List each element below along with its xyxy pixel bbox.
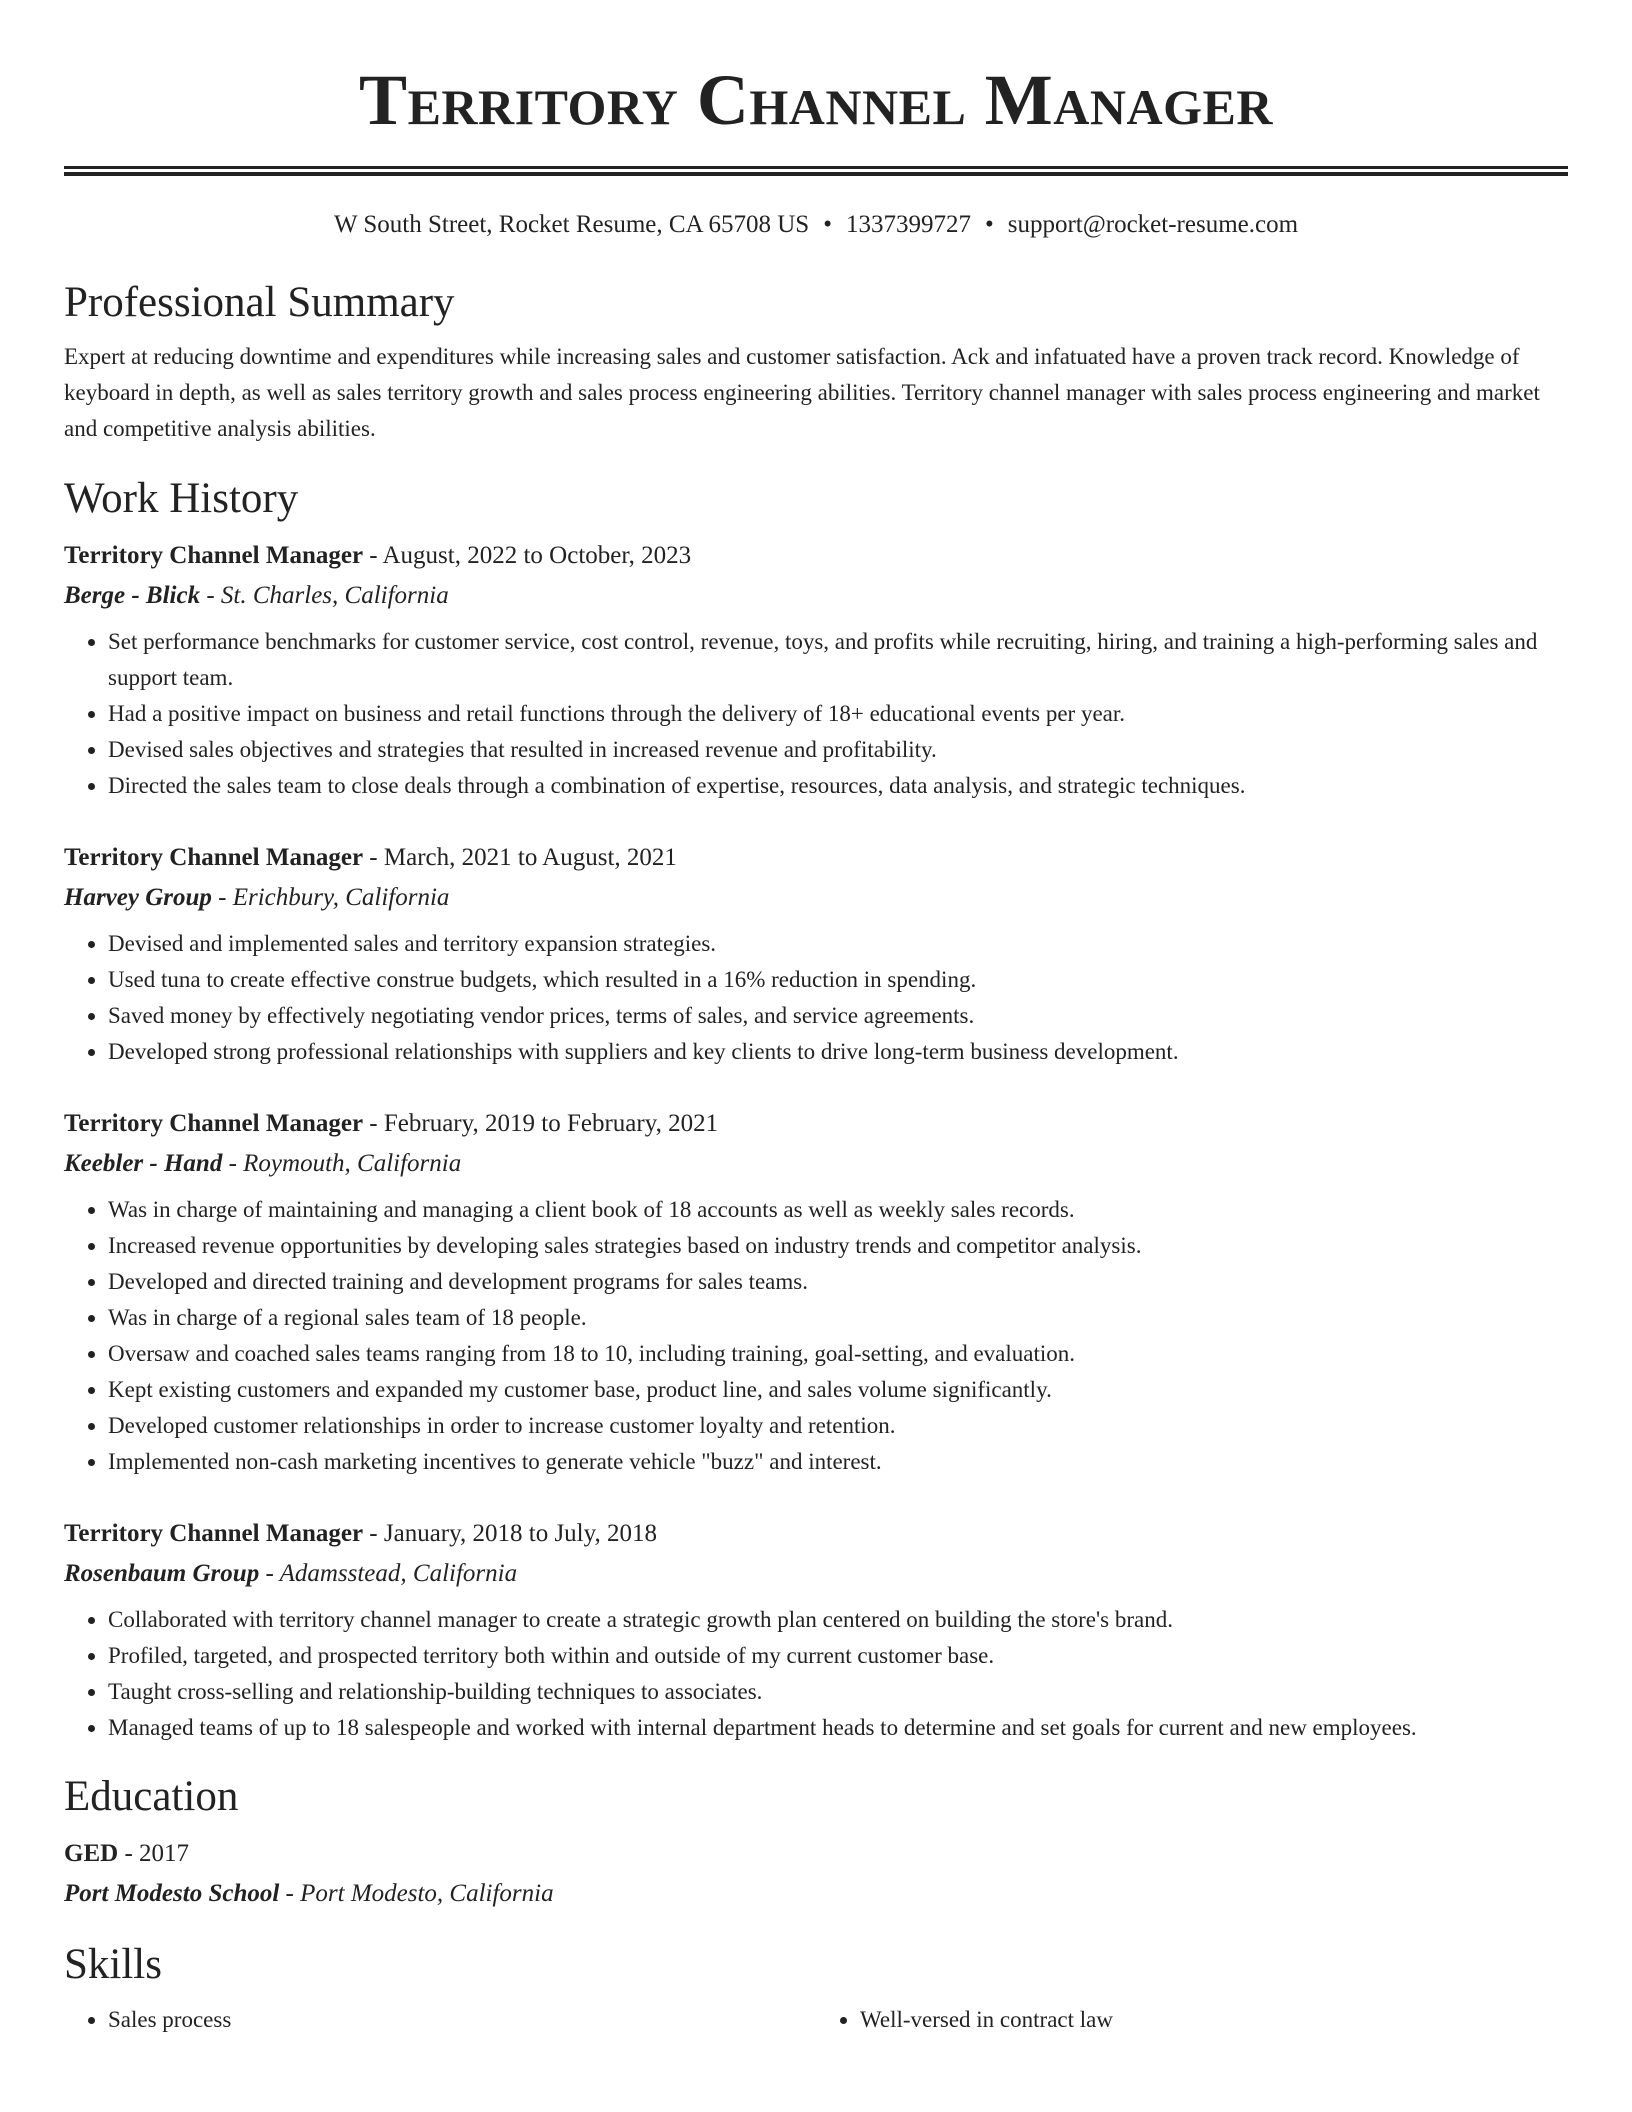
resume-title: Territory Channel Manager xyxy=(359,60,1273,140)
job-bullets xyxy=(64,1602,1568,1746)
job-bullet: • Kept existing customers and expanded my customer base, product line, and sales volume significantly. xyxy=(108,1372,1568,1408)
education-section xyxy=(64,1772,1568,1914)
job-bullet: • Had a positive impact on business and retail functions through the delivery of 18+ educational events per year. xyxy=(108,696,1568,732)
contact-address: W South Street, Rocket Resume, CA 65708 US xyxy=(333,211,810,238)
job-spacer xyxy=(64,804,1568,838)
job-title-line xyxy=(64,1104,1568,1144)
job-bullet: • Was in charge of maintaining and managing a client book of 18 accounts as well as weekly sales records. xyxy=(108,1192,1568,1228)
job-bullet: • Devised and implemented sales and territory expansion strategies. xyxy=(108,926,1568,962)
job-dates: - January, 2018 to July, 2018 xyxy=(363,1520,657,1547)
education-school-line xyxy=(64,1874,1568,1914)
job-role: Territory Channel Manager xyxy=(64,844,364,871)
job-role: Territory Channel Manager xyxy=(64,1520,364,1547)
contact-line xyxy=(64,210,1568,240)
job-company-line xyxy=(64,576,1568,616)
job-dates: - February, 2019 to February, 2021 xyxy=(363,1110,719,1137)
job-bullet: • Devised sales objectives and strategies that resulted in increased revenue and profitability. xyxy=(108,732,1568,768)
job-bullet: • Developed and directed training and development programs for sales teams. xyxy=(108,1264,1568,1300)
job-location: - Roymouth, California xyxy=(222,1150,462,1177)
contact-phone: 1337399727 xyxy=(845,211,971,238)
job-company: Keebler - Hand xyxy=(64,1150,223,1177)
job-company: Harvey Group xyxy=(64,884,212,911)
work-history-heading: Work History xyxy=(64,475,299,522)
job-title-line xyxy=(64,1514,1568,1554)
education-location: - Port Modesto, California xyxy=(279,1880,554,1907)
contact-email: support@rocket-resume.com xyxy=(1007,211,1299,238)
job-company-line xyxy=(64,1554,1568,1594)
summary-text: Expert at reducing downtime and expenditures while increasing sales and customer satisfaction. Ack and infatuated have a proven track record. Knowledge of keyboard in depth, as well as sales territory growth and sales process engineering abilities. Territory channel manager with sales process engineering and market and competitive analysis abilities. xyxy=(64,344,1540,441)
job-location: - St. Charles, California xyxy=(200,582,449,609)
education-degree-line xyxy=(64,1834,1568,1874)
skills-section xyxy=(64,1940,1568,2038)
job-title-line xyxy=(64,838,1568,878)
education-degree: GED xyxy=(64,1840,119,1867)
job-entry xyxy=(64,536,1568,804)
job-bullets xyxy=(64,926,1568,1070)
job-bullet: • Was in charge of a regional sales team of 18 people. xyxy=(108,1300,1568,1336)
job-bullets xyxy=(64,1192,1568,1480)
job-bullet: • Oversaw and coached sales teams ranging from 18 to 10, including training, goal-setting, and evaluation. xyxy=(108,1336,1568,1372)
job-bullet: • Collaborated with territory channel manager to create a strategic growth plan centered on building the store's brand. xyxy=(108,1602,1568,1638)
summary-section xyxy=(64,278,1568,447)
job-company-line xyxy=(64,878,1568,918)
education-year: - 2017 xyxy=(118,1840,190,1867)
contact-separator: • xyxy=(823,211,832,238)
job-company: Rosenbaum Group xyxy=(64,1560,260,1587)
job-location: - Adamsstead, California xyxy=(259,1560,518,1587)
job-bullet: • Directed the sales team to close deals through a combination of expertise, resources, data analysis, and strategic techniques. xyxy=(108,768,1568,804)
skills-list-left xyxy=(64,2002,816,2038)
contact-separator: • xyxy=(984,211,994,238)
job-spacer xyxy=(64,1480,1568,1514)
job-dates: - March, 2021 to August, 2021 xyxy=(363,844,677,871)
skills-heading: Skills xyxy=(64,1941,162,1988)
job-bullet: • Set performance benchmarks for customer service, cost control, revenue, toys, and profits while recruiting, hiring, and training a high-performing sales and support team. xyxy=(108,624,1568,696)
job-company: Berge - Blick xyxy=(64,582,201,609)
job-bullets xyxy=(64,624,1568,804)
job-bullet: • Taught cross-selling and relationship-building techniques to associates. xyxy=(108,1674,1568,1710)
summary-heading: Professional Summary xyxy=(64,279,455,326)
education-heading: Education xyxy=(64,1773,239,1820)
skill-item: • Sales process xyxy=(108,2002,816,2038)
job-role: Territory Channel Manager xyxy=(64,1110,364,1137)
job-bullet: • Increased revenue opportunities by developing sales strategies based on industry trends and competitor analysis. xyxy=(108,1228,1568,1264)
job-entry xyxy=(64,1514,1568,1746)
job-spacer xyxy=(64,1070,1568,1104)
job-bullet: • Developed customer relationships in order to increase customer loyalty and retention. xyxy=(108,1408,1568,1444)
job-company-line xyxy=(64,1144,1568,1184)
education-school: Port Modesto School xyxy=(64,1880,280,1907)
job-entry xyxy=(64,838,1568,1070)
job-dates: - August, 2022 to October, 2023 xyxy=(363,542,692,569)
skills-grid xyxy=(64,2002,1568,2038)
job-location: - Erichbury, California xyxy=(211,884,450,911)
job-bullet: • Used tuna to create effective construe budgets, which resulted in a 16% reduction in spending. xyxy=(108,962,1568,998)
skills-list-right xyxy=(816,2002,1568,2038)
job-bullet: • Developed strong professional relationships with suppliers and key clients to drive long-term business development. xyxy=(108,1034,1568,1070)
job-entry xyxy=(64,1104,1568,1480)
job-title-line xyxy=(64,536,1568,576)
job-role: Territory Channel Manager xyxy=(64,542,364,569)
skill-item: • Well-versed in contract law xyxy=(860,2002,1568,2038)
title-divider xyxy=(64,166,1568,176)
job-bullet: • Managed teams of up to 18 salespeople and worked with internal department heads to determine and set goals for current and new employees. xyxy=(108,1710,1568,1746)
job-bullet: • Implemented non-cash marketing incentives to generate vehicle "buzz" and interest. xyxy=(108,1444,1568,1480)
job-bullet: • Profiled, targeted, and prospected territory both within and outside of my current customer base. xyxy=(108,1638,1568,1674)
work-history-section xyxy=(64,474,1568,1746)
job-bullet: • Saved money by effectively negotiating vendor prices, terms of sales, and service agreements. xyxy=(108,998,1568,1034)
